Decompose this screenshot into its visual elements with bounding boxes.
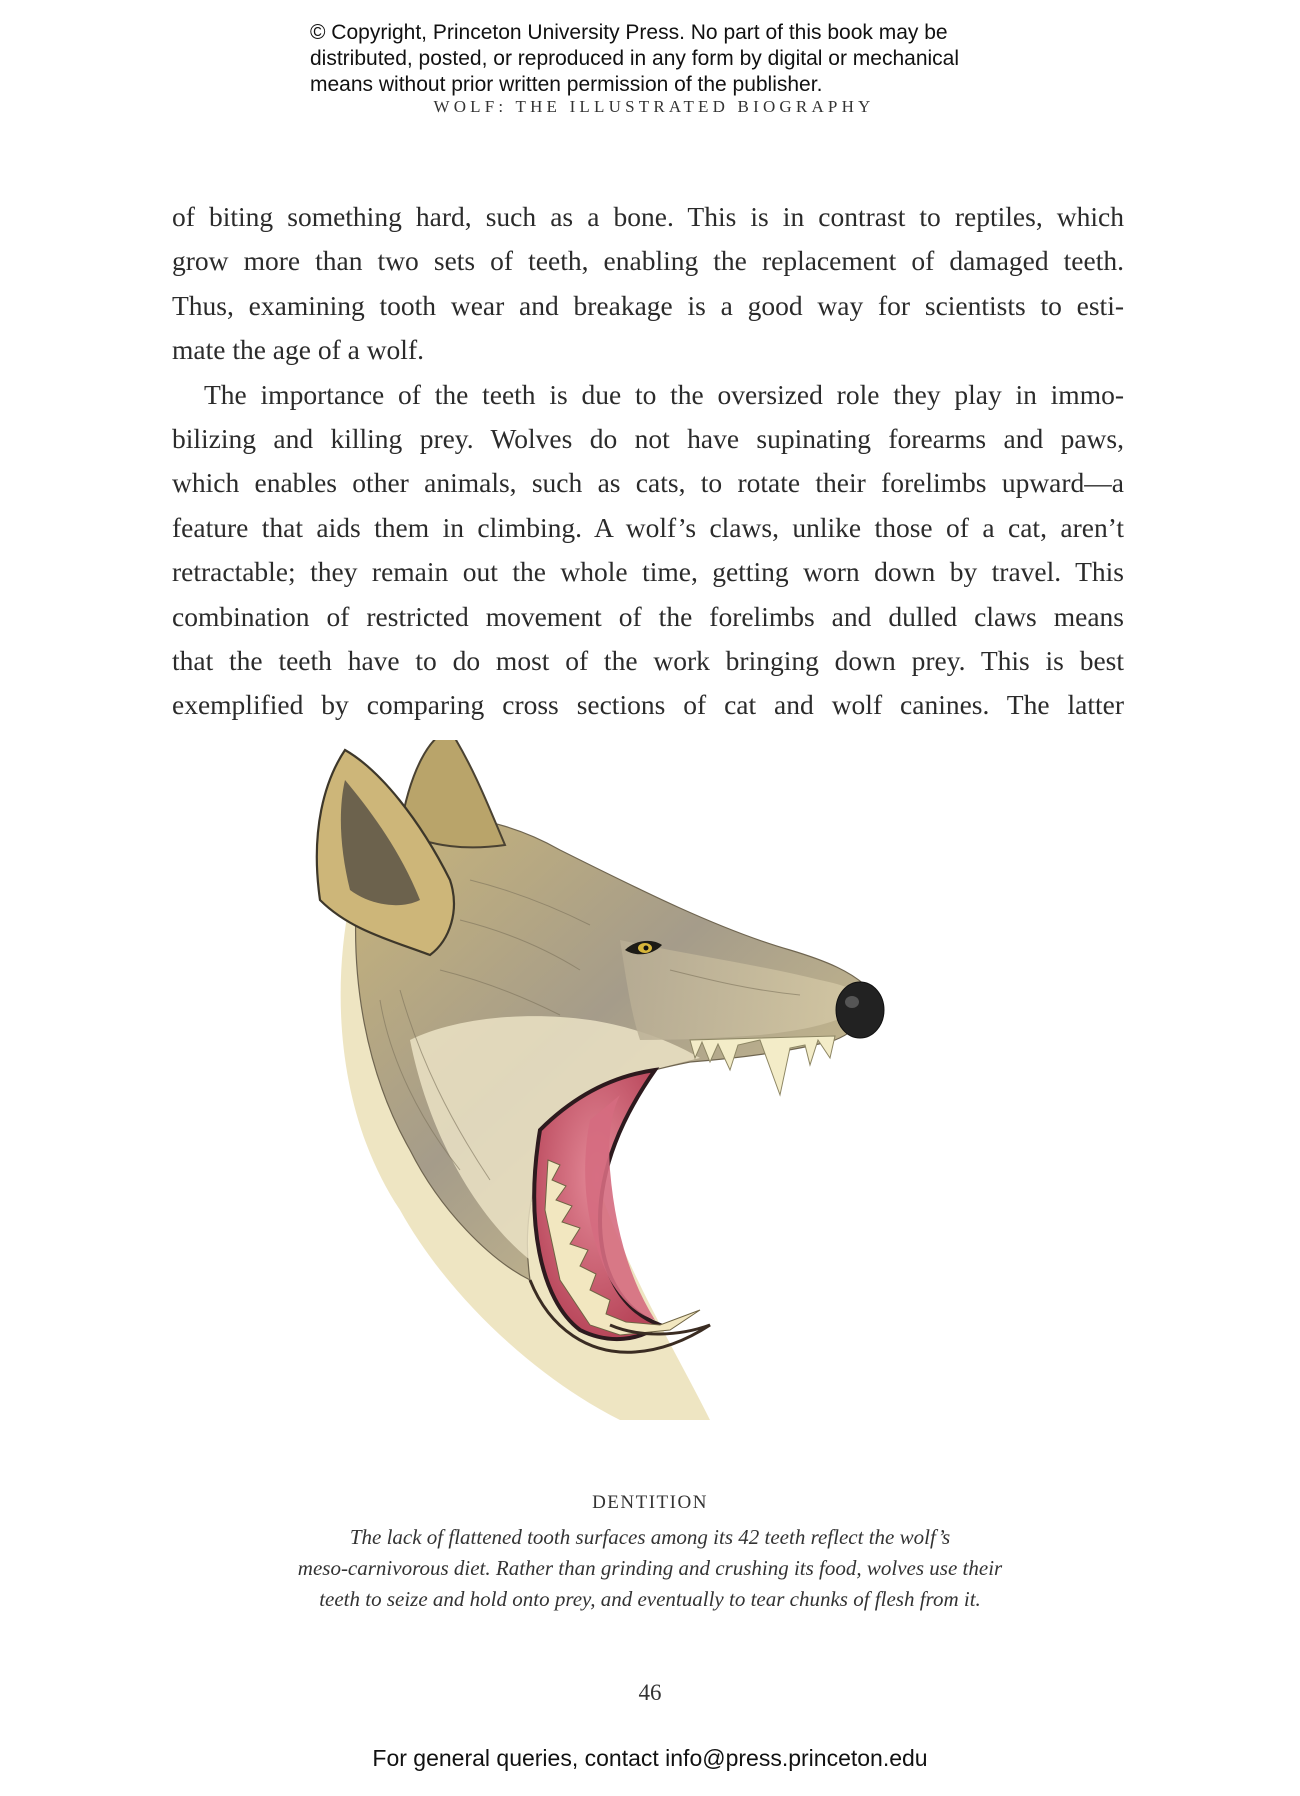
text-line: Thus, examining tooth wear and breakage is a good way for scientists to esti- xyxy=(172,289,1124,321)
caption-line: meso-carnivorous diet. Rather than grinding and crushing its food, wolves use their xyxy=(297,1556,1003,1580)
text-line: feature that aids them in climbing. A wolf’s claws, unlike those of a cat, aren’t xyxy=(172,511,1124,543)
copyright-notice xyxy=(310,20,1070,98)
text-line: bilizing and killing prey. Wolves do not have supinating forearms and paws, xyxy=(172,423,1124,455)
body-text xyxy=(172,195,1124,728)
text-line: The importance of the teeth is due to the oversized role they play in immo- xyxy=(204,378,1124,410)
wolf-head-drawing xyxy=(290,740,1010,1460)
text-line: combination of restricted movement of the forelimbs and dulled claws means xyxy=(172,600,1124,632)
text-line: retractable; they remain out the whole time, getting worn down by travel. This xyxy=(172,556,1124,588)
copyright-line: © Copyright, Princeton University Press. No part of this book may be xyxy=(310,21,948,44)
caption-line: The lack of flattened tooth surfaces among its 42 teeth reflect the wolf’s xyxy=(349,1525,951,1549)
copyright-line: distributed, posted, or reproduced in any form by digital or mechanical xyxy=(310,47,960,70)
text-line: mate the age of a wolf. xyxy=(172,334,424,366)
text-line: that the teeth have to do most of the work bringing down prey. This is best xyxy=(172,645,1124,677)
footer-contact: For general queries, contact info@press.princeton.edu xyxy=(372,1745,928,1771)
caption-title: DENTITION xyxy=(592,1492,708,1513)
wolf-head-illustration xyxy=(290,740,1010,1460)
running-head: WOLF: THE ILLUSTRATED BIOGRAPHY xyxy=(433,97,875,116)
text-line: exemplified by comparing cross sections of cat and wolf canines. The latter xyxy=(172,689,1124,721)
caption-body xyxy=(260,1522,1040,1615)
text-line: grow more than two sets of teeth, enabling the replacement of damaged teeth. xyxy=(172,245,1124,277)
copyright-line: means without prior written permission of the publisher. xyxy=(310,73,823,96)
caption-line: teeth to seize and hold onto prey, and eventually to tear chunks of flesh from it. xyxy=(319,1587,981,1611)
page-number: 46 xyxy=(638,1680,662,1705)
figure-caption xyxy=(0,1490,1300,1615)
text-line: of biting something hard, such as a bone. This is in contrast to reptiles, which xyxy=(172,201,1124,232)
text-line: which enables other animals, such as cats, to rotate their forelimbs upward—a xyxy=(172,467,1124,499)
